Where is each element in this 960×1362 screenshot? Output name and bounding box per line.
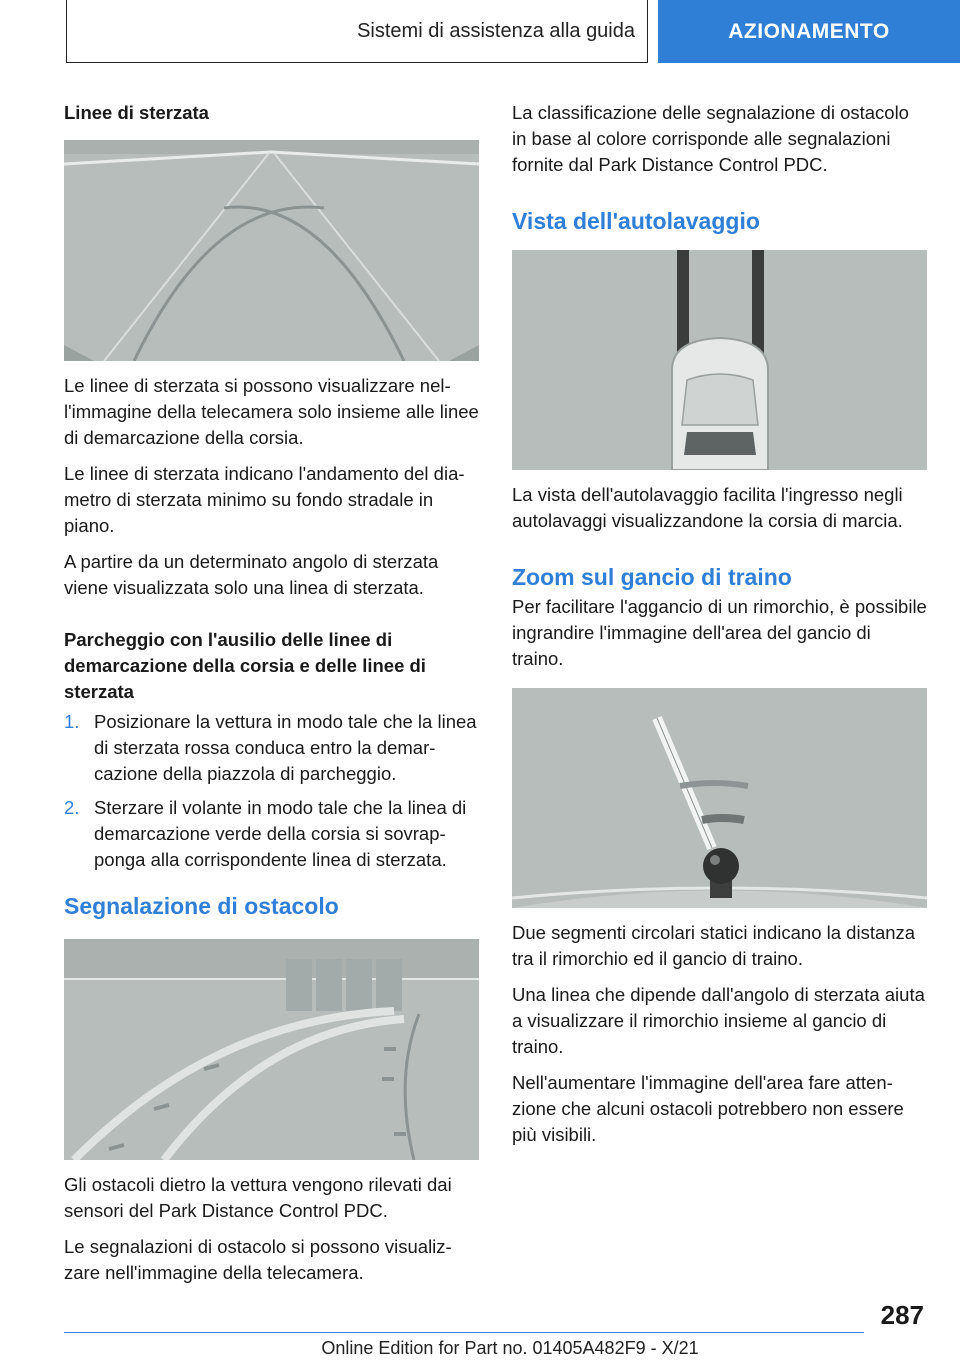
page-number: 287	[880, 1300, 924, 1330]
left-column	[64, 100, 479, 1296]
step-number: 2.	[64, 797, 80, 818]
footer-divider	[64, 1332, 864, 1333]
paragraph: Per facilitare l'aggancio di un rimorchio, è possibile ingrandire l'immagine dell'area del gancio di traino.	[512, 596, 927, 669]
paragraph: La vista dell'autolavaggio facilita l'ingresso negli autolavaggi visualizzandone la corsia di marcia.	[512, 484, 903, 531]
paragraph: La classificazione delle segnalazione di ostacolo in base al colore corrisponde alle segnalazioni fornite dal Park Distance Control PDC.	[512, 102, 909, 175]
paragraph: A partire da un determinato angolo di sterzata viene visualizzata solo una linea di sterzata.	[64, 551, 439, 598]
header-section-title	[66, 0, 648, 63]
paragraph: Le linee di sterzata si possono visualizzare nell'immagine della telecamera solo insieme alle linee di demarcazione della corsia.	[64, 375, 479, 448]
car-wash-image	[512, 250, 927, 470]
list-item	[64, 709, 479, 787]
step-text: Sterzare il volante in modo tale che la linea di demarcazione verde della corsia si sovrapponga alla corrispondente linea di sterzata.	[94, 797, 467, 870]
heading-steering-lines: Linee di sterzata	[64, 102, 209, 123]
right-column	[512, 100, 927, 1158]
paragraph: Le linee di sterzata indicano l'andamento del diametro di sterzata minimo su fondo stradale in piano.	[64, 463, 465, 536]
paragraph: Due segmenti circolari statici indicano la distanza tra il rimorchio ed il gancio di traino.	[512, 922, 916, 969]
tow-hitch-image	[512, 688, 927, 908]
step-number: 1.	[64, 711, 80, 732]
parking-steps	[64, 709, 479, 873]
paragraph: Una linea che dipende dall'angolo di sterzata aiuta a visualizzare il rimorchio insieme al gancio di traino.	[512, 984, 925, 1057]
footer-edition: Online Edition for Part no. 01405A482F9 - X/21	[321, 1338, 699, 1358]
steering-lines-image	[64, 140, 479, 361]
list-item	[64, 795, 479, 873]
step-text: Posizionare la vettura in modo tale che la linea di sterzata rossa conduca entro la demarcazione della piazzola di parcheggio.	[94, 711, 477, 784]
heading-car-wash: Vista dell'autolavaggio	[512, 208, 760, 234]
obstacle-image	[64, 939, 479, 1160]
heading-tow-hitch-zoom: Zoom sul gancio di traino	[512, 564, 792, 590]
paragraph: Nell'aumentare l'immagine dell'area fare attenzione che alcuni ostacoli potrebbero non essere più visibili.	[512, 1072, 904, 1145]
header-chapter-tab	[658, 0, 960, 63]
paragraph: Gli ostacoli dietro la vettura vengono rilevati dai sensori del Park Distance Control PDC.	[64, 1174, 452, 1221]
chapter-title: AZIONAMENTO	[728, 19, 890, 43]
paragraph: Le segnalazioni di ostacolo si possono visualizzare nell'immagine della telecamera.	[64, 1236, 452, 1283]
heading-parking: Parcheggio con l'ausilio delle linee di demarcazione della corsia e delle linee di sterzata	[64, 629, 426, 702]
section-title: Sistemi di assistenza alla guida	[357, 19, 635, 42]
heading-obstacle: Segnalazione di ostacolo	[64, 893, 339, 919]
